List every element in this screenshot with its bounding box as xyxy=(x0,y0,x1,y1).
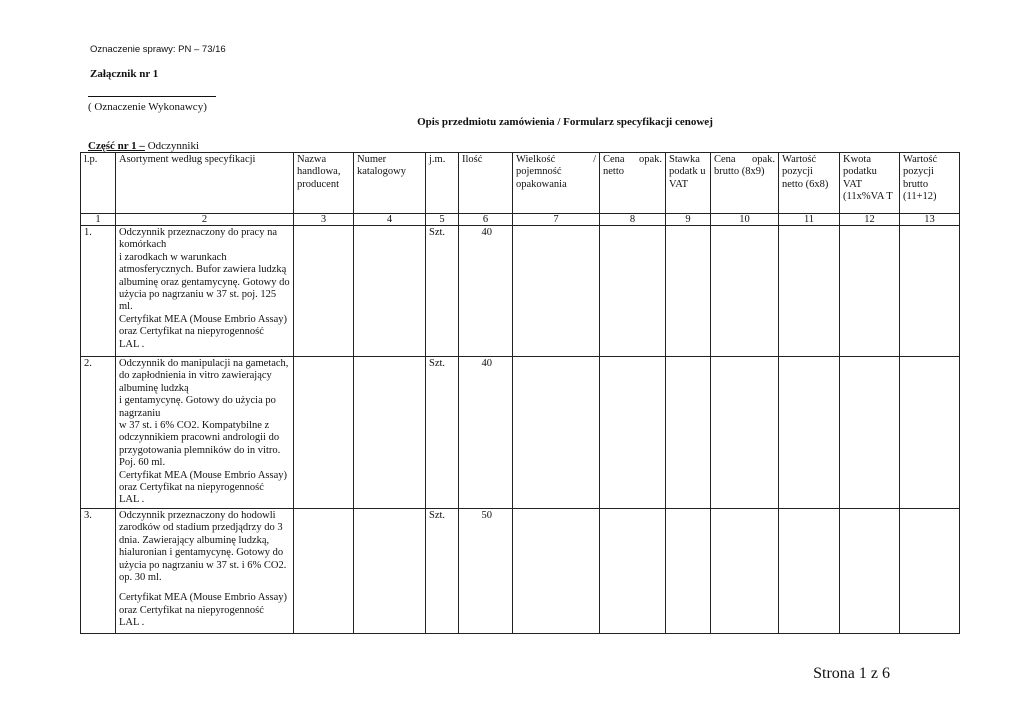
vat-rate-cell[interactable] xyxy=(666,226,711,357)
row-number: 1. xyxy=(81,226,116,357)
unit-cell: Szt. xyxy=(426,226,459,357)
vat-amount-cell[interactable] xyxy=(840,357,900,509)
table-row xyxy=(81,508,960,633)
table-header-row xyxy=(81,153,960,214)
page-number: Strona 1 z 6 xyxy=(813,665,890,682)
gross-price-cell[interactable] xyxy=(711,508,779,633)
column-number: 4 xyxy=(354,214,426,226)
catalog-number-cell[interactable] xyxy=(354,508,426,633)
description-line: Certyfikat MEA (Mouse Embrio Assay) xyxy=(119,469,287,481)
net-value-cell[interactable] xyxy=(779,226,840,357)
trade-name-cell[interactable] xyxy=(294,508,354,633)
description-line: oraz Certyfikat na niepyrogenność xyxy=(119,604,264,616)
vat-amount-cell[interactable] xyxy=(840,226,900,357)
column-number: 7 xyxy=(513,214,600,226)
column-number: 10 xyxy=(711,214,779,226)
catalog-number-cell[interactable] xyxy=(354,226,426,357)
table-row xyxy=(81,357,960,509)
description-line: Odczynnik przeznaczony do hodowli zarodków od stadium przedjądrzy do 3 dnia. Zawierający albuminę ludzką, hialuronian i gentamycynę. Gotowy do użycia po nagrzaniu w 37 st. i 6% CO2. op. 30 ml. xyxy=(119,509,287,583)
header-cell: j.m. xyxy=(426,153,459,214)
description-line: Odczynnik przeznaczony do pracy na komórkach xyxy=(119,227,278,251)
gross-value-cell[interactable] xyxy=(900,226,960,357)
description-line: i gentamycynę. Gotowy do użycia po nagrzaniu xyxy=(119,395,276,419)
description-line: oraz Certyfikat na niepyrogenność xyxy=(119,482,264,494)
gross-value-cell[interactable] xyxy=(900,357,960,509)
net-value-cell[interactable] xyxy=(779,508,840,633)
package-size-cell[interactable] xyxy=(513,508,600,633)
column-number: 13 xyxy=(900,214,960,226)
description-line: LAL . xyxy=(119,617,145,629)
item-description xyxy=(116,357,294,509)
net-price-cell[interactable] xyxy=(600,508,666,633)
vat-rate-cell[interactable] xyxy=(666,508,711,633)
row-number: 3. xyxy=(81,508,116,633)
description-line: Certyfikat MEA (Mouse Embrio Assay) xyxy=(119,592,287,604)
catalog-number-cell[interactable] xyxy=(354,357,426,509)
header-cell: Stawka podatk u VAT xyxy=(666,153,711,214)
column-number: 2 xyxy=(116,214,294,226)
package-size-cell[interactable] xyxy=(513,357,600,509)
header-cell: Nazwa handlowa, producent xyxy=(294,153,354,214)
column-number: 1 xyxy=(81,214,116,226)
gross-value-cell[interactable] xyxy=(900,508,960,633)
header-cell: Cena opak. brutto (8x9) xyxy=(711,153,779,214)
item-description xyxy=(116,508,294,633)
description-line: Odczynnik do manipulacji na gametach, do zapłodnienia in vitro zawierający albuminę ludzką xyxy=(119,358,289,394)
net-price-cell[interactable] xyxy=(600,226,666,357)
quantity-cell: 50 xyxy=(459,508,513,633)
description-line: LAL . xyxy=(119,494,145,506)
package-size-cell[interactable] xyxy=(513,226,600,357)
vat-amount-cell[interactable] xyxy=(840,508,900,633)
unit-cell: Szt. xyxy=(426,508,459,633)
column-number: 5 xyxy=(426,214,459,226)
document-title: Opis przedmiotu zamówienia / Formularz specyfikacji cenowej xyxy=(417,116,713,128)
column-number-row xyxy=(81,214,960,226)
trade-name-cell[interactable] xyxy=(294,226,354,357)
description-line: Certyfikat MEA (Mouse Embrio Assay) xyxy=(119,313,287,325)
description-line: i zarodkach w warunkach atmosferycznych. Bufor zawiera ludzką albuminę oraz gentamycynę. Gotowy do użycia po nagrzaniu w 37 st. poj. 125 ml. xyxy=(119,251,290,313)
annex-label: Załącznik nr 1 xyxy=(90,68,159,80)
header-cell: Ilość xyxy=(459,153,513,214)
trade-name-cell[interactable] xyxy=(294,357,354,509)
contractor-label: ( Oznaczenie Wykonawcy) xyxy=(88,101,207,113)
column-number: 11 xyxy=(779,214,840,226)
net-value-cell[interactable] xyxy=(779,357,840,509)
contractor-signature-line xyxy=(88,96,216,97)
column-number: 3 xyxy=(294,214,354,226)
column-number: 8 xyxy=(600,214,666,226)
quantity-cell: 40 xyxy=(459,226,513,357)
header-cell: Numer katalogowy xyxy=(354,153,426,214)
header-cell: Asortyment według specyfikacji xyxy=(116,153,294,214)
column-number: 6 xyxy=(459,214,513,226)
price-specification-table xyxy=(80,152,960,634)
description-line: w 37 st. i 6% CO2. Kompatybilne z odczynnikiem pracowni andrologii do przygotowania plemników do in vitro. Poj. 60 ml. xyxy=(119,420,281,469)
gross-price-cell[interactable] xyxy=(711,357,779,509)
part-heading xyxy=(88,140,199,152)
description-line: oraz Certyfikat na niepyrogenność xyxy=(119,326,264,338)
header-cell: Wartość pozycji brutto (11+12) xyxy=(900,153,960,214)
gross-price-cell[interactable] xyxy=(711,226,779,357)
row-number: 2. xyxy=(81,357,116,509)
header-cell: l.p. xyxy=(81,153,116,214)
part-name: Odczynniki xyxy=(144,140,200,152)
case-reference: Oznaczenie sprawy: PN – 73/16 xyxy=(90,44,226,55)
quantity-cell: 40 xyxy=(459,357,513,509)
column-number: 9 xyxy=(666,214,711,226)
net-price-cell[interactable] xyxy=(600,357,666,509)
part-number: Część nr 1 – xyxy=(88,140,145,152)
description-line: LAL . xyxy=(119,338,145,350)
unit-cell: Szt. xyxy=(426,357,459,509)
column-number: 12 xyxy=(840,214,900,226)
header-cell: Wielkość / pojemność opakowania xyxy=(513,153,600,214)
header-cell: Wartość pozycji netto (6x8) xyxy=(779,153,840,214)
header-cell: Kwota podatku VAT (11x%VA T xyxy=(840,153,900,214)
item-description xyxy=(116,226,294,357)
vat-rate-cell[interactable] xyxy=(666,357,711,509)
header-cell: Cena opak. netto xyxy=(600,153,666,214)
table-row xyxy=(81,226,960,357)
